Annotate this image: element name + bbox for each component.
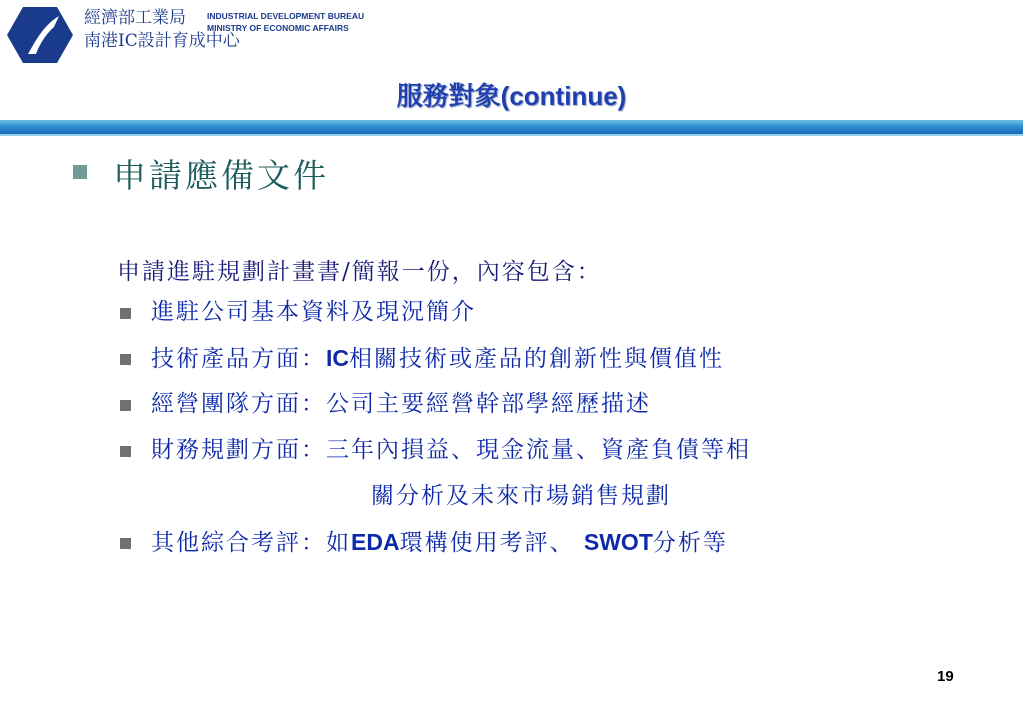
list-item-text-part: 技術產品方面： — [151, 346, 326, 372]
list-item-text: 財務規劃方面：三年內損益、現金流量、資產負債等相 — [151, 437, 751, 463]
list-item-text: 進駐公司基本資料及現況簡介 — [151, 299, 476, 325]
org-name-en — [207, 10, 364, 34]
list-item-text-part: 相關技術或產品的創新性與價值性 — [349, 346, 724, 372]
page-number: 19 — [937, 668, 954, 685]
list-item-latin: EDA — [351, 529, 400, 555]
list-item-text — [151, 526, 728, 559]
list-item-text: 經營團隊方面：公司主要經營幹部學經歷描述 — [151, 391, 651, 417]
list-item-text-part: 分析等 — [652, 530, 728, 556]
section-heading: 申請應備文件 — [113, 156, 329, 195]
heading-bullet-icon — [73, 165, 87, 179]
header-band-line — [0, 134, 1023, 136]
intro-text: 申請進駐規劃計畫書/簡報一份，內容包含： — [117, 259, 602, 285]
header-band — [0, 120, 1023, 134]
bullet-icon — [120, 400, 131, 411]
org-name-zh-line2: 南港IC設計育成中心 — [84, 31, 240, 51]
org-name-en-line1: INDUSTRIAL DEVELOPMENT BUREAU — [207, 11, 365, 21]
list-item-latin: IC — [326, 345, 349, 371]
list-item-text-part: 環構使用考評、 — [399, 530, 584, 556]
org-name-en-line2: MINISTRY OF ECONOMIC AFFAIRS — [207, 23, 349, 33]
slide-title — [0, 76, 1023, 113]
list-item-text: 關分析及未來市場銷售規劃 — [371, 483, 671, 509]
bullet-icon — [120, 446, 131, 457]
bullet-icon — [120, 538, 131, 549]
slide-title-en: (continue) — [500, 81, 627, 111]
bullet-icon — [120, 354, 131, 365]
idb-logo-icon — [7, 7, 73, 63]
list-item-text — [151, 342, 724, 375]
list-item-latin: SWOT — [583, 529, 653, 555]
bullet-icon — [120, 308, 131, 319]
list-item-text-part: 其他綜合考評：如 — [151, 530, 351, 556]
slide-title-zh: 服務對象 — [396, 82, 501, 112]
org-name-zh-line1: 經濟部工業局 — [84, 8, 186, 28]
